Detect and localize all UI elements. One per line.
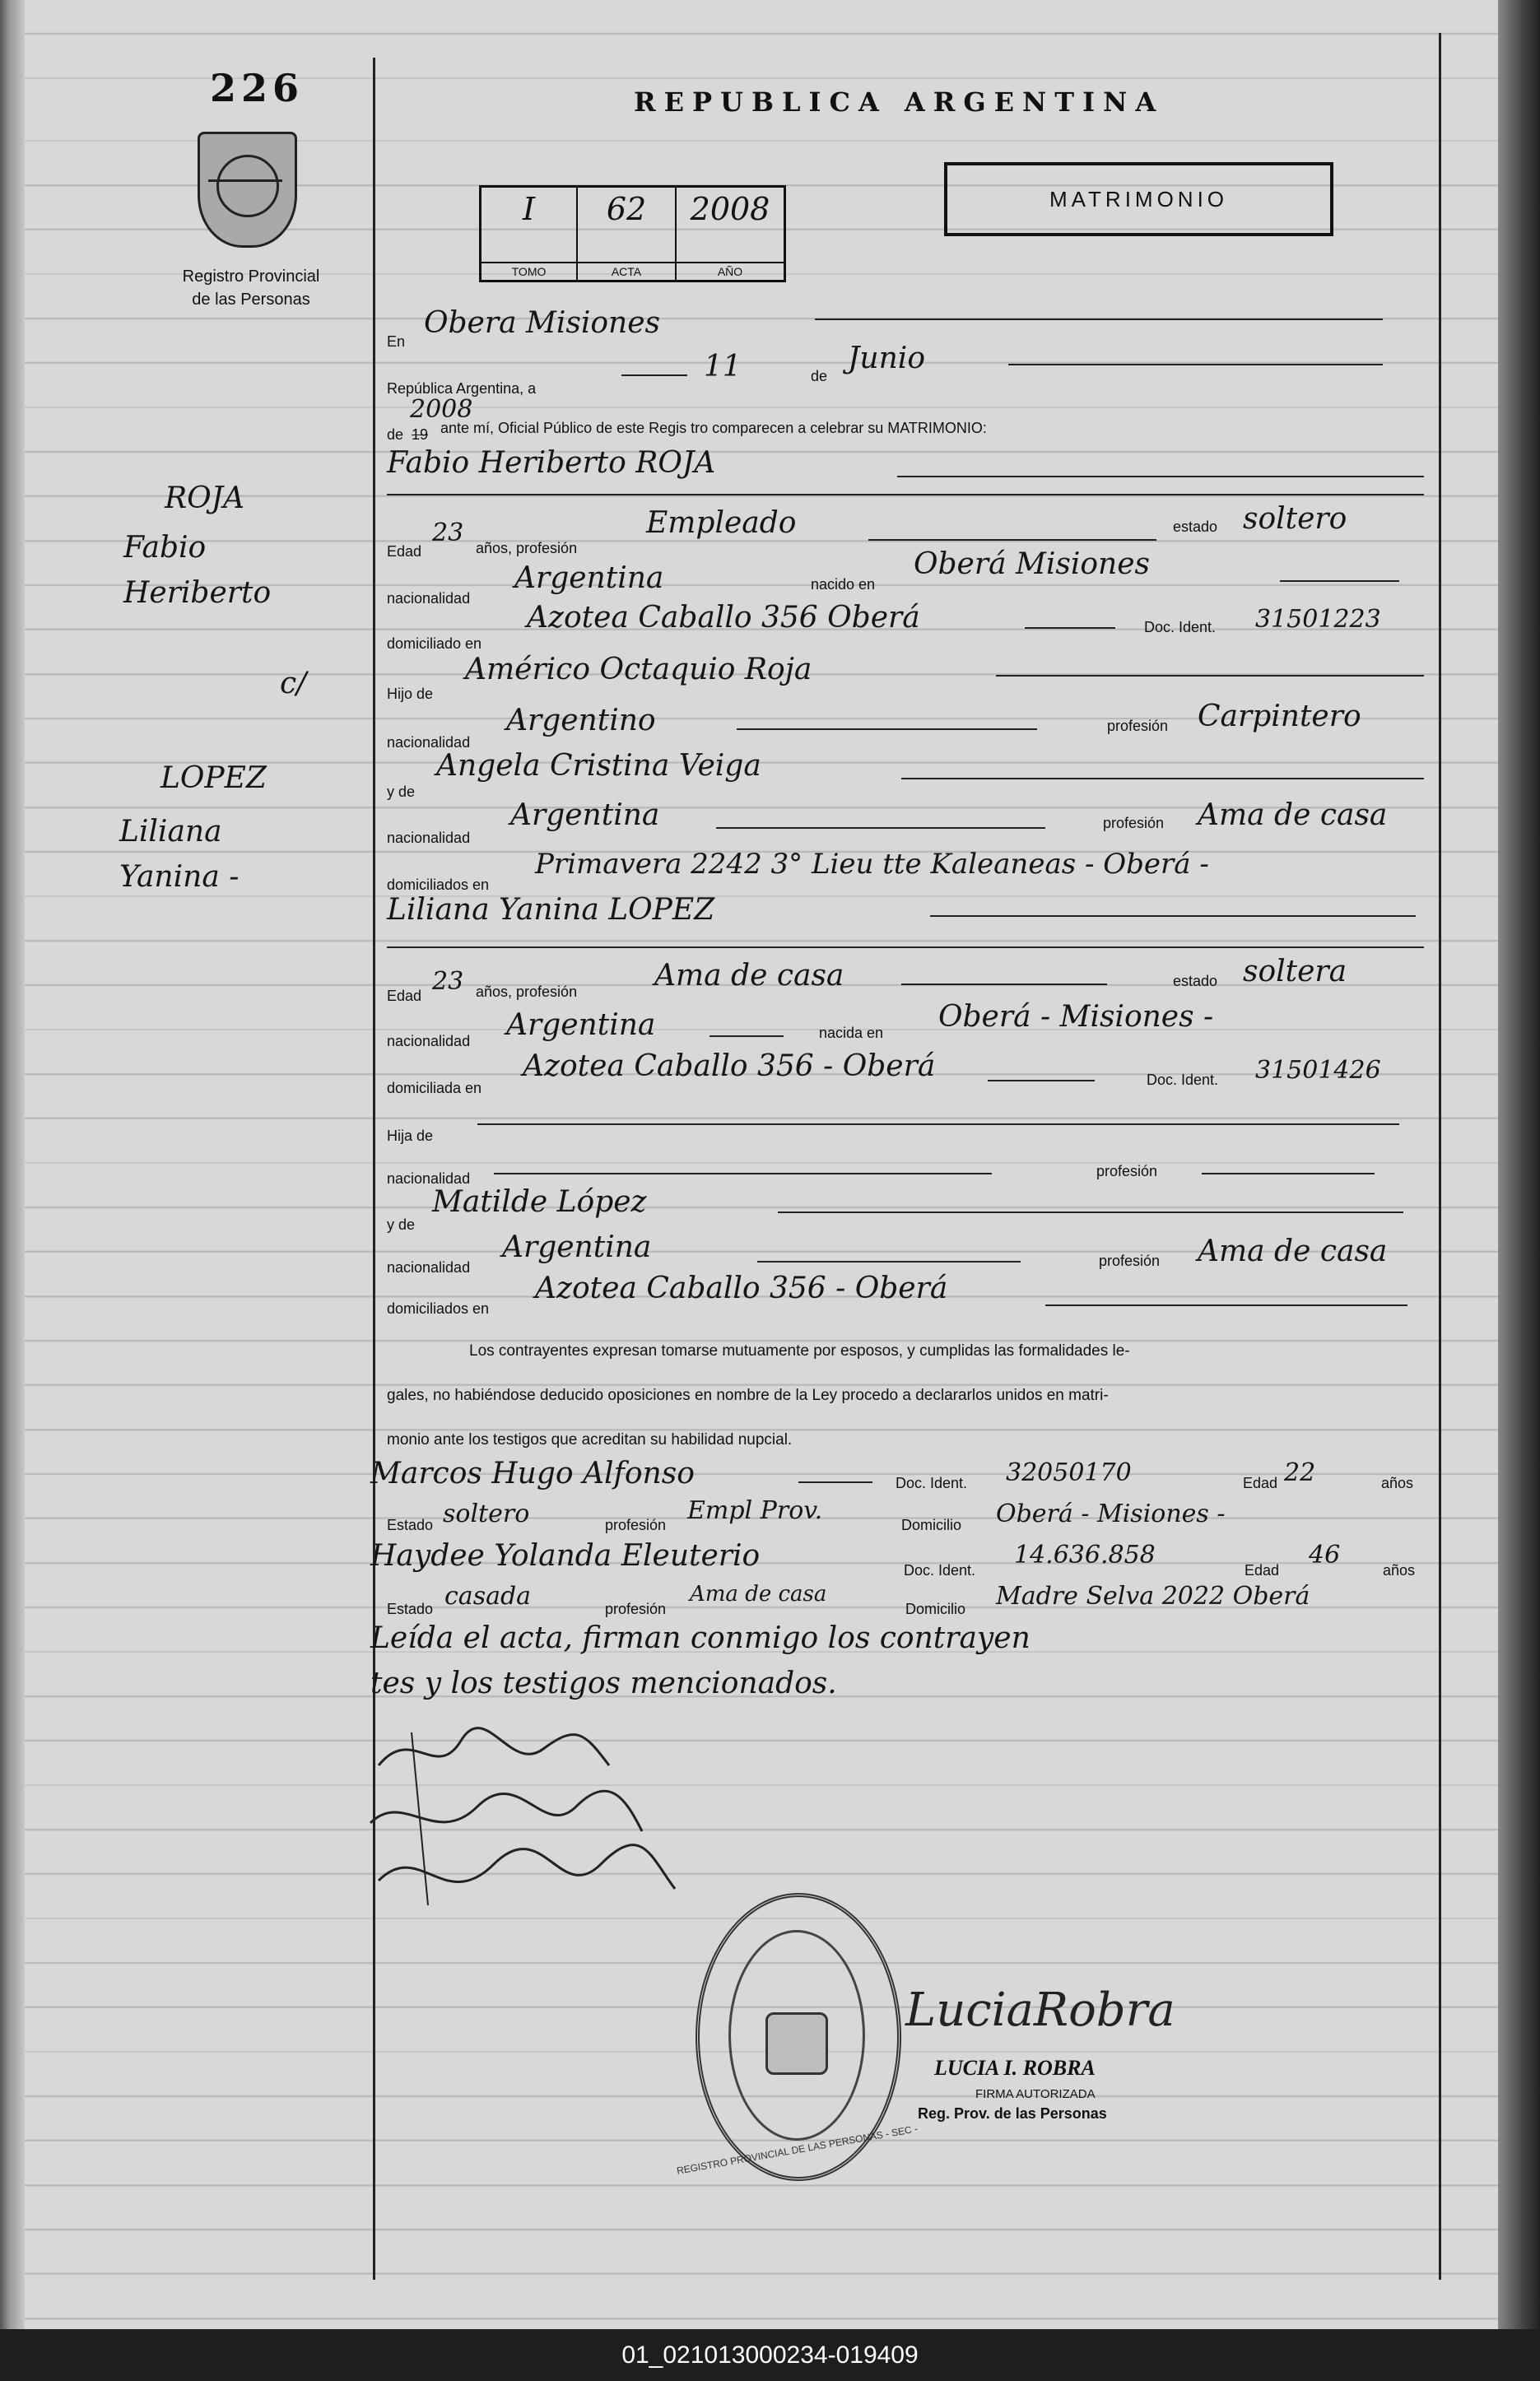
anio-label: AÑO <box>677 262 784 280</box>
witness2-profesion: Ama de casa <box>690 1582 827 1607</box>
bride-nacionalidad: Argentina <box>506 1008 656 1042</box>
witness2-doc-label: Doc. Ident. <box>904 1562 976 1579</box>
groom-padre: Américo Octaquio Roja <box>465 653 812 686</box>
image-code: 01_021013000234-019409 <box>621 2341 919 2369</box>
groom-domicilio: Azotea Caballo 356 Oberá <box>527 601 920 635</box>
bride-estado-label: estado <box>1173 973 1218 989</box>
groom-padre-nac-fill <box>737 728 1037 730</box>
witness1-profesion-label: profesión <box>605 1517 667 1533</box>
declaration-line-1: Los contrayentes expresan tomarse mutuamente por esposos, y cumplidas las formalidades le- <box>469 1342 1130 1360</box>
tomo-acta-anio-box <box>479 185 786 282</box>
bride-name-underline <box>387 946 1424 948</box>
official-signature: LuciaRobra <box>905 1983 1175 2037</box>
witness2-domicilio: Madre Selva 2022 Oberá <box>996 1582 1310 1611</box>
bride-madre-nac-fill <box>757 1261 1021 1263</box>
year-printed: 19 <box>412 426 429 443</box>
bride-name: Liliana Yanina LOPEZ <box>387 893 715 927</box>
margin-bride-surname: LOPEZ <box>161 761 267 795</box>
tomo-cell <box>482 188 578 280</box>
day-value: 11 <box>704 350 742 384</box>
groom-edad-label: Edad <box>387 543 422 560</box>
bride-padres-dom-label: domiciliados en <box>387 1300 490 1317</box>
witness1-estado: soltero <box>443 1500 530 1528</box>
document-type-box: MATRIMONIO <box>944 162 1333 236</box>
page-number: 226 <box>210 66 305 110</box>
bride-madre-nac: Argentina <box>502 1230 652 1264</box>
bride-nacionalidad-label: nacionalidad <box>387 1033 471 1049</box>
witness2-edad: 46 <box>1309 1541 1341 1570</box>
groom-padres-dom-label: domiciliados en <box>387 877 490 893</box>
groom-madre-prof-label: profesión <box>1103 815 1165 831</box>
bride-hija-label: Hija de <box>387 1128 434 1144</box>
intro-statement: ante mí, Oficial Público de este Regis tro comparecen a celebrar su MATRIMONIO: <box>440 420 987 436</box>
groom-padre-fill <box>996 675 1424 677</box>
bride-madre: Matilde López <box>432 1185 647 1219</box>
bride-madre-nac-label: nacionalidad <box>387 1259 471 1276</box>
bride-domicilio-label: domiciliada en <box>387 1080 482 1096</box>
right-margin-rule <box>1439 33 1441 2280</box>
bride-name-fill <box>930 915 1416 917</box>
bride-nacionalidad-fill <box>710 1035 784 1037</box>
bride-madre-label: y de <box>387 1216 416 1233</box>
official-office: Reg. Prov. de las Personas <box>918 2105 1107 2122</box>
witness2-edad-label: Edad <box>1245 1562 1280 1579</box>
bride-padres-dom: Azotea Caballo 356 - Oberá <box>535 1272 948 1305</box>
groom-madre: Angela Cristina Veiga <box>436 749 761 783</box>
closing-line-2: tes y los testigos mencionados. <box>370 1667 837 1700</box>
groom-edad: 23 <box>432 519 464 547</box>
groom-name-underline <box>387 494 1424 495</box>
bride-doc: 31501426 <box>1255 1056 1381 1085</box>
groom-nacido: Oberá Misiones <box>914 547 1150 581</box>
year-prefix: de <box>387 426 404 443</box>
bride-domicilio: Azotea Caballo 356 - Oberá <box>523 1049 936 1083</box>
declaration-line-2: gales, no habiéndose deducido oposiciones en nombre de la Ley procedo a declararlos unidos en matri- <box>387 1387 1109 1404</box>
margin-groom-surname: ROJA <box>165 481 245 515</box>
groom-profesion-fill <box>868 539 1156 541</box>
groom-madre-nac-label: nacionalidad <box>387 830 471 846</box>
witness1-name: Marcos Hugo Alfonso <box>370 1457 695 1490</box>
official-seal <box>676 1893 919 2181</box>
margin-bride-name-1: Liliana <box>119 815 222 849</box>
registry-label <box>156 265 346 311</box>
seal-text: REGISTRO PROVINCIAL DE LAS PERSONAS - SEC - <box>676 2123 919 2177</box>
place-value: Obera Misiones <box>424 306 660 340</box>
bride-padre-fill <box>477 1123 1399 1125</box>
groom-name: Fabio Heriberto ROJA <box>387 446 716 480</box>
bride-madre-prof: Ama de casa <box>1198 1235 1388 1268</box>
tomo-label: TOMO <box>482 262 576 280</box>
closing-line-1: Leída el acta, firman conmigo los contrayen <box>370 1621 1031 1655</box>
witness2-name: Haydee Yolanda Eleuterio <box>370 1539 761 1573</box>
bride-madre-fill <box>778 1211 1403 1213</box>
seal-emblem <box>765 2012 828 2075</box>
anio-value: 2008 <box>690 191 770 227</box>
anio-cell <box>677 188 784 280</box>
month-fill <box>1008 364 1383 365</box>
bride-madre-prof-label: profesión <box>1099 1253 1161 1269</box>
official-title: FIRMA AUTORIZADA <box>975 2087 1096 2101</box>
bride-edad: 23 <box>432 967 464 996</box>
bride-padre-prof-fill <box>1202 1173 1375 1174</box>
country-title: REPUBLICA ARGENTINA <box>634 86 1165 118</box>
groom-nacionalidad: Argentina <box>514 561 664 595</box>
year-value: 2008 <box>410 395 473 424</box>
bride-profesion: Ama de casa <box>654 959 844 993</box>
witness1-edad-label: Edad <box>1243 1475 1278 1491</box>
acta-value: 62 <box>606 191 647 227</box>
witness2-estado: casada <box>444 1582 532 1611</box>
bride-profesion-fill <box>901 984 1107 985</box>
groom-estado: soltero <box>1243 502 1347 536</box>
bride-nacida: Oberá - Misiones - <box>938 1000 1214 1034</box>
witness2-doc: 14.636.858 <box>1014 1541 1156 1570</box>
groom-nacido-label: nacido en <box>811 576 876 593</box>
witness1-doc-label: Doc. Ident. <box>896 1475 968 1491</box>
province-coat-of-arms <box>198 132 297 248</box>
acta-label: ACTA <box>578 262 675 280</box>
bride-domicilio-fill <box>988 1080 1095 1081</box>
witness1-profesion: Empl Prov. <box>687 1496 823 1525</box>
declaration-line-3: monio ante los testigos que acreditan su habilidad nupcial. <box>387 1431 793 1449</box>
groom-profesion-label: años, profesión <box>476 540 578 556</box>
republica-label: República Argentina, a <box>387 380 537 397</box>
groom-padre-nac: Argentino <box>506 704 656 737</box>
groom-doc: 31501223 <box>1255 605 1381 634</box>
bride-padres-dom-fill <box>1045 1304 1407 1306</box>
left-margin-rule <box>373 58 375 2280</box>
witness2-profesion-label: profesión <box>605 1601 667 1617</box>
contrayentes-signatures <box>362 1716 691 1930</box>
witness1-domicilio-label: Domicilio <box>901 1517 962 1533</box>
bride-edad-label: Edad <box>387 988 422 1004</box>
witness1-doc: 32050170 <box>1006 1458 1132 1487</box>
bride-estado: soltera <box>1243 955 1347 988</box>
bride-profesion-label: años, profesión <box>476 984 578 1000</box>
book-binding <box>0 0 25 2329</box>
official-name: LUCIA I. ROBRA <box>934 2056 1096 2080</box>
groom-name-fill <box>897 476 1424 477</box>
witness2-anos-label: años <box>1383 1562 1416 1579</box>
margin-groom-name-2: Heriberto <box>123 576 272 610</box>
bride-padre-nac-label: nacionalidad <box>387 1170 471 1187</box>
groom-domicilio-fill <box>1025 627 1115 629</box>
groom-nacido-fill <box>1280 580 1399 582</box>
page-edge <box>1498 0 1539 2329</box>
witness1-anos-label: años <box>1381 1475 1414 1491</box>
groom-madre-fill <box>901 778 1424 779</box>
en-label: En <box>387 333 406 350</box>
de-label: de <box>811 368 828 384</box>
day-fill-left <box>621 374 687 376</box>
margin-groom-name-1: Fabio <box>123 531 207 565</box>
bride-nacida-label: nacida en <box>819 1025 884 1041</box>
groom-nacionalidad-label: nacionalidad <box>387 590 471 607</box>
groom-madre-label: y de <box>387 784 416 800</box>
groom-madre-prof: Ama de casa <box>1198 798 1388 832</box>
groom-estado-label: estado <box>1173 519 1218 535</box>
witness2-estado-label: Estado <box>387 1601 434 1617</box>
groom-madre-nac: Argentina <box>510 798 660 832</box>
witness1-name-fill <box>798 1481 872 1483</box>
registry-line-2: de las Personas <box>192 291 310 309</box>
margin-connector: c/ <box>280 667 307 700</box>
groom-padre-nac-label: nacionalidad <box>387 734 471 751</box>
month-value: Junio <box>848 342 925 375</box>
witness2-domicilio-label: Domicilio <box>905 1601 966 1617</box>
bride-padre-nac-fill <box>494 1173 992 1174</box>
margin-bride-name-2: Yanina - <box>119 860 240 894</box>
bride-doc-label: Doc. Ident. <box>1147 1072 1219 1088</box>
bride-padre-prof-label: profesión <box>1096 1163 1158 1179</box>
registry-line-1: Registro Provincial <box>182 267 320 286</box>
witness1-domicilio: Oberá - Misiones - <box>996 1500 1226 1528</box>
groom-padre-prof: Carpintero <box>1198 700 1361 733</box>
groom-hijo-label: Hijo de <box>387 686 434 702</box>
groom-padre-prof-label: profesión <box>1107 718 1169 734</box>
witness1-edad: 22 <box>1284 1458 1316 1487</box>
tomo-value: I <box>522 191 535 227</box>
groom-madre-nac-fill <box>716 827 1045 829</box>
groom-domicilio-label: domiciliado en <box>387 635 482 652</box>
declaration-text <box>387 1329 1130 1463</box>
groom-padres-dom: Primavera 2242 3° Lieu tte Kaleaneas - Oberá - <box>535 848 1209 881</box>
witness1-estado-label: Estado <box>387 1517 434 1533</box>
groom-doc-label: Doc. Ident. <box>1144 619 1217 635</box>
groom-profesion: Empleado <box>646 506 797 540</box>
place-fill <box>815 319 1383 320</box>
acta-cell <box>578 188 677 280</box>
